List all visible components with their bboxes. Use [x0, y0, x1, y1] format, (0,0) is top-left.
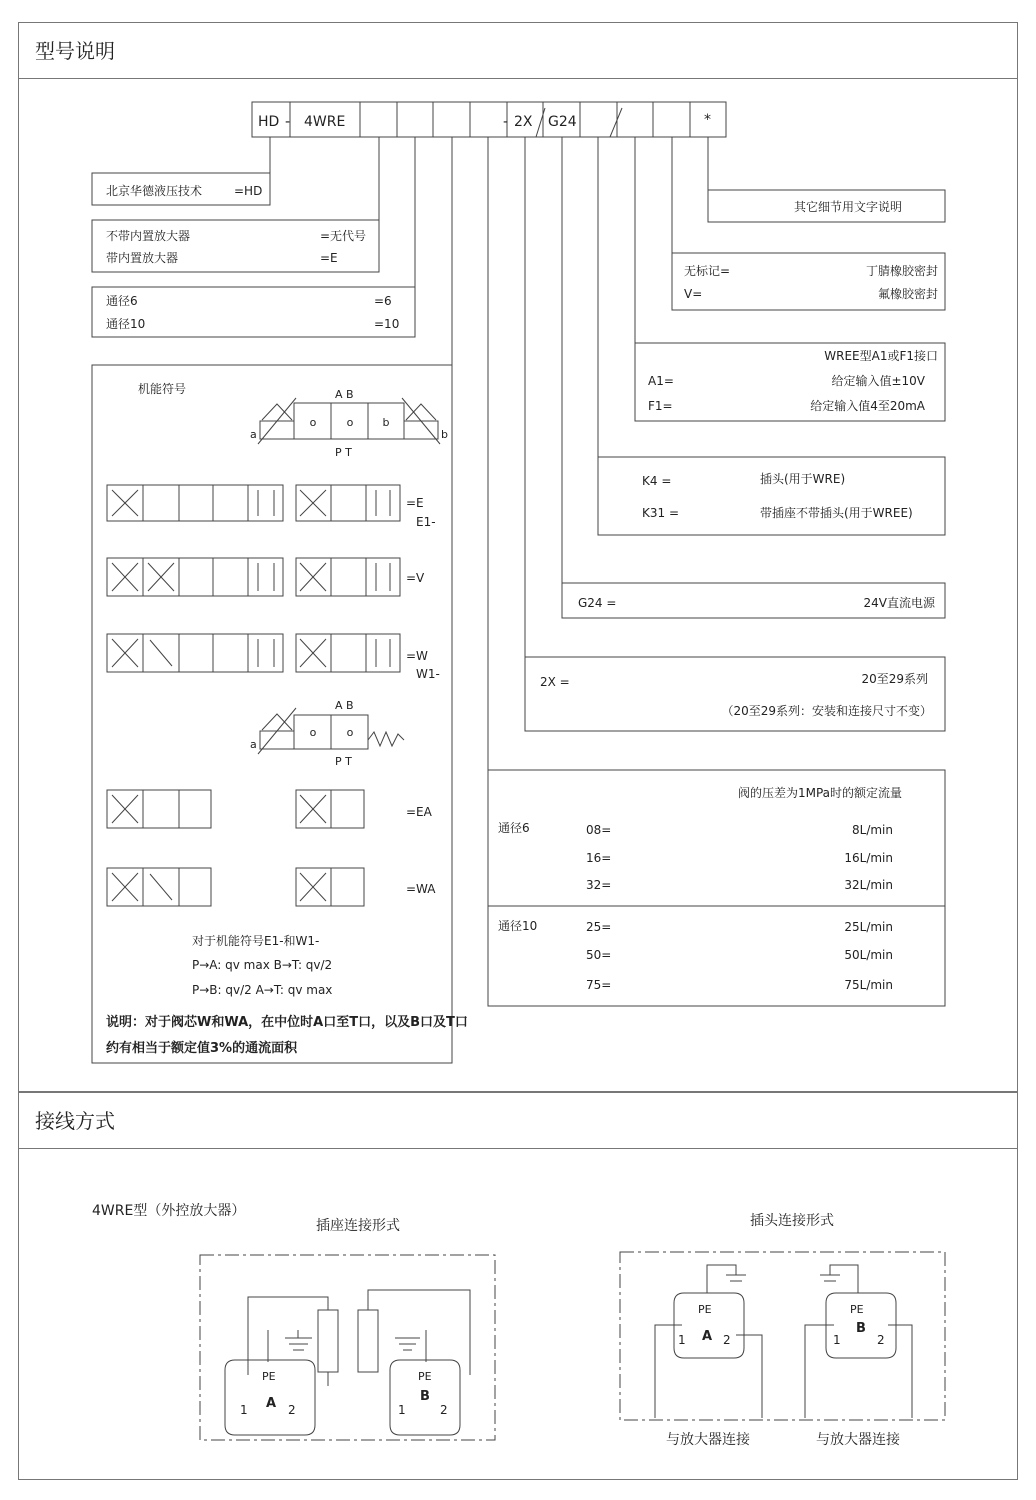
wiring-section-title: 接线方式	[19, 1093, 1017, 1149]
solenoid-a-label: a	[250, 428, 257, 441]
seal-row-1-code: 无标记=	[684, 264, 731, 278]
brand-box	[92, 173, 270, 205]
brand-text: 北京华德液压技术	[106, 184, 203, 198]
flow-row-08-code: 08=	[586, 823, 612, 837]
wree-row-1-code: A1=	[648, 374, 674, 388]
other-box	[708, 190, 945, 222]
label-e1: E1-	[416, 515, 436, 529]
socket-b-pin1: 1	[398, 1403, 406, 1417]
seal-row-1-text: 丁腈橡胶密封	[865, 264, 938, 278]
wiring-diagrams	[92, 1202, 945, 1448]
single-ports-pt: P T	[335, 755, 352, 768]
single-spool-mark-2: o	[346, 726, 354, 739]
power-box	[562, 583, 945, 618]
power-text: 24V直流电源	[863, 596, 935, 610]
plug-title: 插头连接形式	[750, 1213, 834, 1229]
amp-row-2-value: =E	[320, 251, 338, 265]
flow-row-75-value: 75L/min	[844, 978, 893, 992]
plug-a-pin2: 2	[723, 1333, 731, 1347]
socket-a-pin1: 1	[240, 1403, 248, 1417]
power-code: G24 =	[578, 596, 617, 610]
flow-group-1-label: 通径6	[498, 821, 530, 835]
plug-a-label: A	[702, 1329, 713, 1344]
ports-pt-label: P T	[335, 446, 352, 459]
spool-a-mark: o	[309, 416, 317, 429]
svg-text:-: -	[285, 114, 291, 130]
code-cell-4wre: 4WRE	[304, 114, 346, 130]
brand-value: =HD	[234, 184, 263, 198]
size-row-1-value: =6	[374, 294, 392, 308]
symbols-box	[92, 365, 468, 1063]
note-title: 对于机能符号E1-和W1-	[192, 934, 320, 948]
seal-row-2-code: V=	[684, 287, 703, 301]
remark-line-1: 说明：对于阀芯W和WA，在中位时A口至T口，以及B口及T口	[106, 1015, 468, 1030]
flow-row-16-code: 16=	[586, 851, 612, 865]
series-code: 2X =	[540, 675, 570, 689]
plug-row-1-code: K4 =	[642, 474, 672, 488]
label-ea: =EA	[406, 805, 432, 819]
series-note: （20至29系列：安装和连接尺寸不变）	[721, 704, 932, 718]
note-line-1: P→A: qv max B→T: qv/2	[192, 958, 333, 972]
socket-b-label: B	[420, 1389, 430, 1404]
plug-row-2-text: 带插座不带插头(用于WREE)	[760, 506, 913, 520]
series-box	[525, 657, 945, 731]
code-cell-hd: HD	[258, 114, 280, 130]
single-ports-ab: A B	[335, 699, 354, 712]
wree-box	[635, 343, 945, 421]
flow-row-50-code: 50=	[586, 948, 612, 962]
amplifier-box	[92, 220, 379, 272]
socket-b-pe: PE	[418, 1370, 432, 1383]
other-text: 其它细节用文字说明	[793, 200, 903, 214]
flow-row-16-value: 16L/min	[844, 851, 893, 865]
amp-row-2-text: 带内置放大器	[106, 251, 179, 265]
plug-b-pe: PE	[850, 1303, 864, 1316]
spool-symbol-w	[107, 634, 440, 681]
socket-diagram	[200, 1255, 495, 1440]
wree-title: WREE型A1或F1接口	[824, 349, 938, 363]
spool-o-mark: o	[346, 416, 354, 429]
label-w: =W	[406, 649, 428, 663]
flow-row-32-value: 32L/min	[844, 878, 893, 892]
code-cell-g24: G24	[548, 114, 577, 130]
spool-symbol-v	[107, 558, 425, 596]
socket-b-pin2: 2	[440, 1403, 448, 1417]
plug-a-pin1: 1	[678, 1333, 686, 1347]
single-solenoid-a-label: a	[250, 738, 257, 751]
spool-symbol-ea	[107, 790, 433, 828]
plug-diagram	[620, 1252, 945, 1448]
label-v: =V	[406, 571, 425, 585]
wree-row-2-text: 给定输入值4至20mA	[810, 399, 925, 413]
svg-text:-: -	[503, 114, 509, 130]
wree-row-1-text: 给定输入值±10V	[831, 374, 925, 388]
code-cell-2x: 2X	[514, 114, 533, 130]
label-e: =E	[406, 496, 424, 510]
code-cell-star: *	[704, 112, 711, 128]
solenoid-b-label: b	[441, 428, 448, 441]
plug-a-pe: PE	[698, 1303, 712, 1316]
plug-a-amp-label: 与放大器连接	[666, 1432, 750, 1448]
seal-row-2-text: 氟橡胶密封	[877, 287, 938, 301]
plug-b-pin2: 2	[877, 1333, 885, 1347]
flow-row-25-value: 25L/min	[844, 920, 893, 934]
socket-a-pe: PE	[262, 1370, 276, 1383]
plug-b-amp-label: 与放大器连接	[816, 1432, 900, 1448]
flow-row-50-value: 50L/min	[844, 948, 893, 962]
plug-box	[598, 457, 945, 535]
flow-row-32-code: 32=	[586, 878, 612, 892]
plug-b-label: B	[856, 1321, 866, 1336]
wiring-title: 4WRE型（外控放大器）	[92, 1203, 246, 1219]
spool-symbol-wa	[107, 868, 436, 906]
flow-row-25-code: 25=	[586, 920, 612, 934]
spool-symbol-e	[107, 485, 436, 529]
flow-group-2-label: 通径10	[498, 919, 538, 933]
single-solenoid-symbol	[250, 699, 404, 768]
plug-b-pin1: 1	[833, 1333, 841, 1347]
amp-row-1-value: =无代号	[320, 229, 367, 243]
size-row-2-value: =10	[374, 317, 400, 331]
wree-row-2-code: F1=	[648, 399, 673, 413]
flow-title: 阀的压差为1MPa时的额定流量	[737, 786, 903, 800]
series-text: 20至29系列	[861, 672, 928, 686]
single-spool-mark-1: o	[309, 726, 317, 739]
label-wa: =WA	[406, 882, 436, 896]
spool-b-mark: b	[382, 416, 390, 429]
main-valve-symbol	[250, 388, 448, 459]
flow-box	[488, 770, 945, 1006]
size-box	[92, 287, 415, 337]
socket-title: 插座连接形式	[316, 1218, 400, 1234]
plug-row-1-text: 插头(用于WRE)	[760, 472, 846, 486]
remark-line-2: 约有相当于额定值3%的通流面积	[106, 1041, 298, 1056]
symbols-title: 机能符号	[138, 382, 187, 396]
size-row-1-text: 通径6	[106, 294, 138, 308]
note-line-2: P→B: qv/2 A→T: qv max	[192, 983, 333, 997]
model-code-bar	[252, 102, 726, 137]
amp-row-1-text: 不带内置放大器	[106, 229, 191, 243]
model-section-title: 型号说明	[19, 23, 1017, 79]
socket-a-label: A	[266, 1396, 277, 1411]
ports-ab-label: A B	[335, 388, 354, 401]
plug-row-2-code: K31 =	[642, 506, 680, 520]
flow-row-08-value: 8L/min	[852, 823, 893, 837]
label-w1: W1-	[416, 667, 440, 681]
flow-row-75-code: 75=	[586, 978, 612, 992]
seal-box	[672, 253, 945, 310]
size-row-2-text: 通径10	[106, 317, 146, 331]
socket-a-pin2: 2	[288, 1403, 296, 1417]
